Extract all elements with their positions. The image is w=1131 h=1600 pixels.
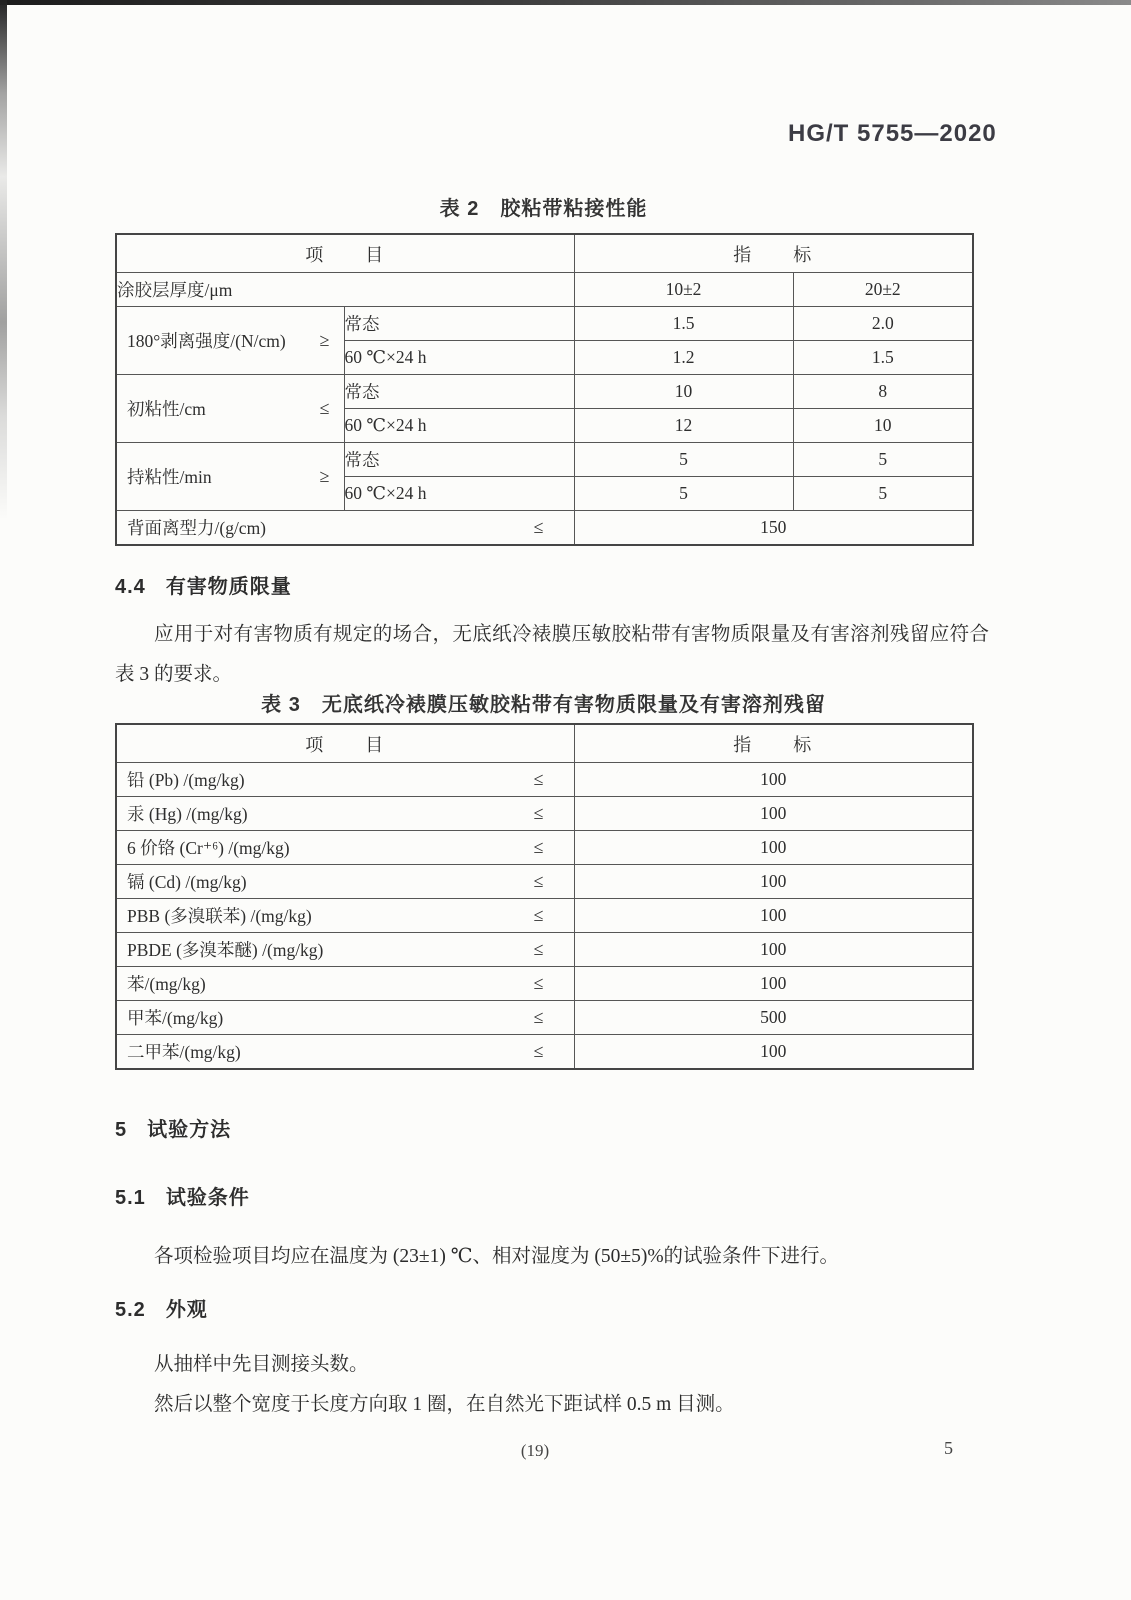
- item-label: 6 价铬 (Cr⁺⁶) /(mg/kg): [127, 838, 290, 858]
- section-title: 有害物质限量: [165, 576, 292, 598]
- le-symbol: ≤: [319, 398, 330, 418]
- ge-symbol: ≥: [319, 466, 330, 486]
- value-cell: 10±2: [574, 273, 793, 307]
- value-cell: 100: [574, 831, 973, 865]
- table-header-row: [116, 724, 973, 763]
- table-row: [116, 307, 973, 341]
- footer-page-number: 5: [944, 1438, 953, 1458]
- value-cell: 5: [574, 443, 793, 477]
- table3-title: 表 3 无底纸冷裱膜压敏胶粘带有害物质限量及有害溶剂残留: [261, 694, 826, 716]
- table-header-row: [116, 234, 973, 273]
- column-header-indicator: 指 标: [574, 234, 973, 273]
- table-row: [116, 797, 973, 831]
- section-heading-5: [115, 1113, 231, 1142]
- value-cell: 100: [574, 1035, 973, 1070]
- table-row: [116, 375, 973, 409]
- value-cell: 10: [574, 375, 793, 409]
- item-label: 二甲苯/(mg/kg): [127, 1042, 241, 1062]
- le-symbol: ≤: [533, 973, 544, 993]
- section-number: 5.2: [115, 1299, 146, 1321]
- value-cell: 1.5: [574, 307, 793, 341]
- scan-edge-top: [0, 0, 1131, 5]
- item-label: 甲苯/(mg/kg): [127, 1008, 224, 1028]
- item-cell: [116, 763, 574, 797]
- le-symbol: ≤: [533, 803, 544, 823]
- item-label: 背面离型力/(g/cm): [127, 518, 267, 538]
- item-label: PBB (多溴联苯) /(mg/kg): [127, 906, 312, 926]
- standard-number: HG/T 5755—2020: [788, 120, 997, 147]
- condition-cell: 60 ℃×24 h: [344, 409, 574, 443]
- value-cell: 2.0: [793, 307, 973, 341]
- column-header-item: 项 目: [116, 724, 574, 763]
- value-cell: 500: [574, 1001, 973, 1035]
- item-cell: [116, 797, 574, 831]
- item-cell: [116, 831, 574, 865]
- table-row: [116, 443, 973, 477]
- item-label: 持粘性/min: [127, 467, 212, 487]
- table-row: [116, 511, 973, 546]
- item-label: 180°剥离强度/(N/cm): [127, 331, 286, 351]
- value-cell: 100: [574, 933, 973, 967]
- condition-cell: 60 ℃×24 h: [344, 477, 574, 511]
- value-cell: 100: [574, 763, 973, 797]
- value-cell: 20±2: [793, 273, 973, 307]
- le-symbol: ≤: [533, 939, 544, 959]
- item-label: PBDE (多溴苯醚) /(mg/kg): [127, 940, 324, 960]
- item-label: 铅 (Pb) /(mg/kg): [127, 770, 245, 790]
- value-cell: 100: [574, 967, 973, 1001]
- table2-title: 表 2 胶粘带粘接性能: [439, 198, 648, 220]
- value-cell: 10: [793, 409, 973, 443]
- item-cell: [116, 899, 574, 933]
- item-cell: [116, 865, 574, 899]
- ge-symbol: ≥: [319, 330, 330, 350]
- table-row: [116, 273, 973, 307]
- section-5-2-line2: 然后以整个宽度于长度方向取 1 圈，在自然光下距试样 0.5 m 目测。: [154, 1394, 735, 1415]
- section-title: 试验条件: [165, 1187, 250, 1209]
- section-5-2-line1: 从抽样中先目测接头数。: [154, 1354, 369, 1375]
- section-heading-4-4: [115, 570, 292, 599]
- le-symbol: ≤: [533, 871, 544, 891]
- section-5-1-paragraph: 各项检验项目均应在温度为 (23±1) ℃、相对湿度为 (50±5)%的试验条件下进行。: [154, 1246, 840, 1267]
- condition-cell: 常态: [344, 375, 574, 409]
- le-symbol: ≤: [533, 769, 544, 789]
- column-header-indicator: 指 标: [574, 724, 973, 763]
- section-heading-5-1: [115, 1181, 250, 1210]
- adhesion-performance-table: [115, 233, 974, 546]
- section-number: 5: [115, 1119, 128, 1141]
- le-symbol: ≤: [533, 517, 544, 537]
- value-cell: 100: [574, 797, 973, 831]
- item-label: 初粘性/cm: [127, 399, 206, 419]
- condition-cell: 常态: [344, 443, 574, 477]
- value-cell: 12: [574, 409, 793, 443]
- item-cell: [116, 443, 344, 511]
- section-title: 试验方法: [147, 1119, 232, 1141]
- footer-sheet-number: (19): [520, 1441, 550, 1460]
- le-symbol: ≤: [533, 837, 544, 857]
- table-row: [116, 1001, 973, 1035]
- table-row: [116, 1035, 973, 1070]
- le-symbol: ≤: [533, 905, 544, 925]
- value-cell: 8: [793, 375, 973, 409]
- item-cell: [116, 511, 574, 546]
- section-number: 4.4: [115, 576, 146, 598]
- item-label: 镉 (Cd) /(mg/kg): [127, 872, 247, 892]
- value-cell: 5: [793, 443, 973, 477]
- table-row: [116, 933, 973, 967]
- item-cell: [116, 967, 574, 1001]
- condition-cell: 常态: [344, 307, 574, 341]
- value-cell: 5: [574, 477, 793, 511]
- hazardous-substance-table: [115, 723, 974, 1070]
- column-header-item: 项 目: [116, 234, 574, 273]
- section-title: 外观: [165, 1299, 208, 1321]
- item-label: 汞 (Hg) /(mg/kg): [127, 804, 248, 824]
- table-row: [116, 899, 973, 933]
- item-cell: [116, 933, 574, 967]
- value-cell: 100: [574, 899, 973, 933]
- value-cell: 1.2: [574, 341, 793, 375]
- value-cell: 1.5: [793, 341, 973, 375]
- table-row: [116, 967, 973, 1001]
- section-heading-5-2: [115, 1293, 208, 1322]
- item-label: 苯/(mg/kg): [127, 974, 206, 994]
- item-cell: [116, 1001, 574, 1035]
- condition-cell: 60 ℃×24 h: [344, 341, 574, 375]
- value-cell: 5: [793, 477, 973, 511]
- table-row: [116, 831, 973, 865]
- table-row: [116, 763, 973, 797]
- item-cell: [116, 1035, 574, 1070]
- value-cell: 150: [574, 511, 973, 546]
- le-symbol: ≤: [533, 1007, 544, 1027]
- section-4-4-paragraph: 应用于对有害物质有规定的场合，无底纸冷裱膜压敏胶粘带有害物质限量及有害溶剂残留应符合表 3 的要求。: [115, 624, 989, 685]
- section-number: 5.1: [115, 1187, 146, 1209]
- le-symbol: ≤: [533, 1041, 544, 1061]
- value-cell: 100: [574, 865, 973, 899]
- item-cell: [116, 375, 344, 443]
- scan-edge-left: [0, 0, 7, 520]
- item-cell: 涂胶层厚度/μm: [116, 273, 574, 307]
- item-cell: [116, 307, 344, 375]
- table-row: [116, 865, 973, 899]
